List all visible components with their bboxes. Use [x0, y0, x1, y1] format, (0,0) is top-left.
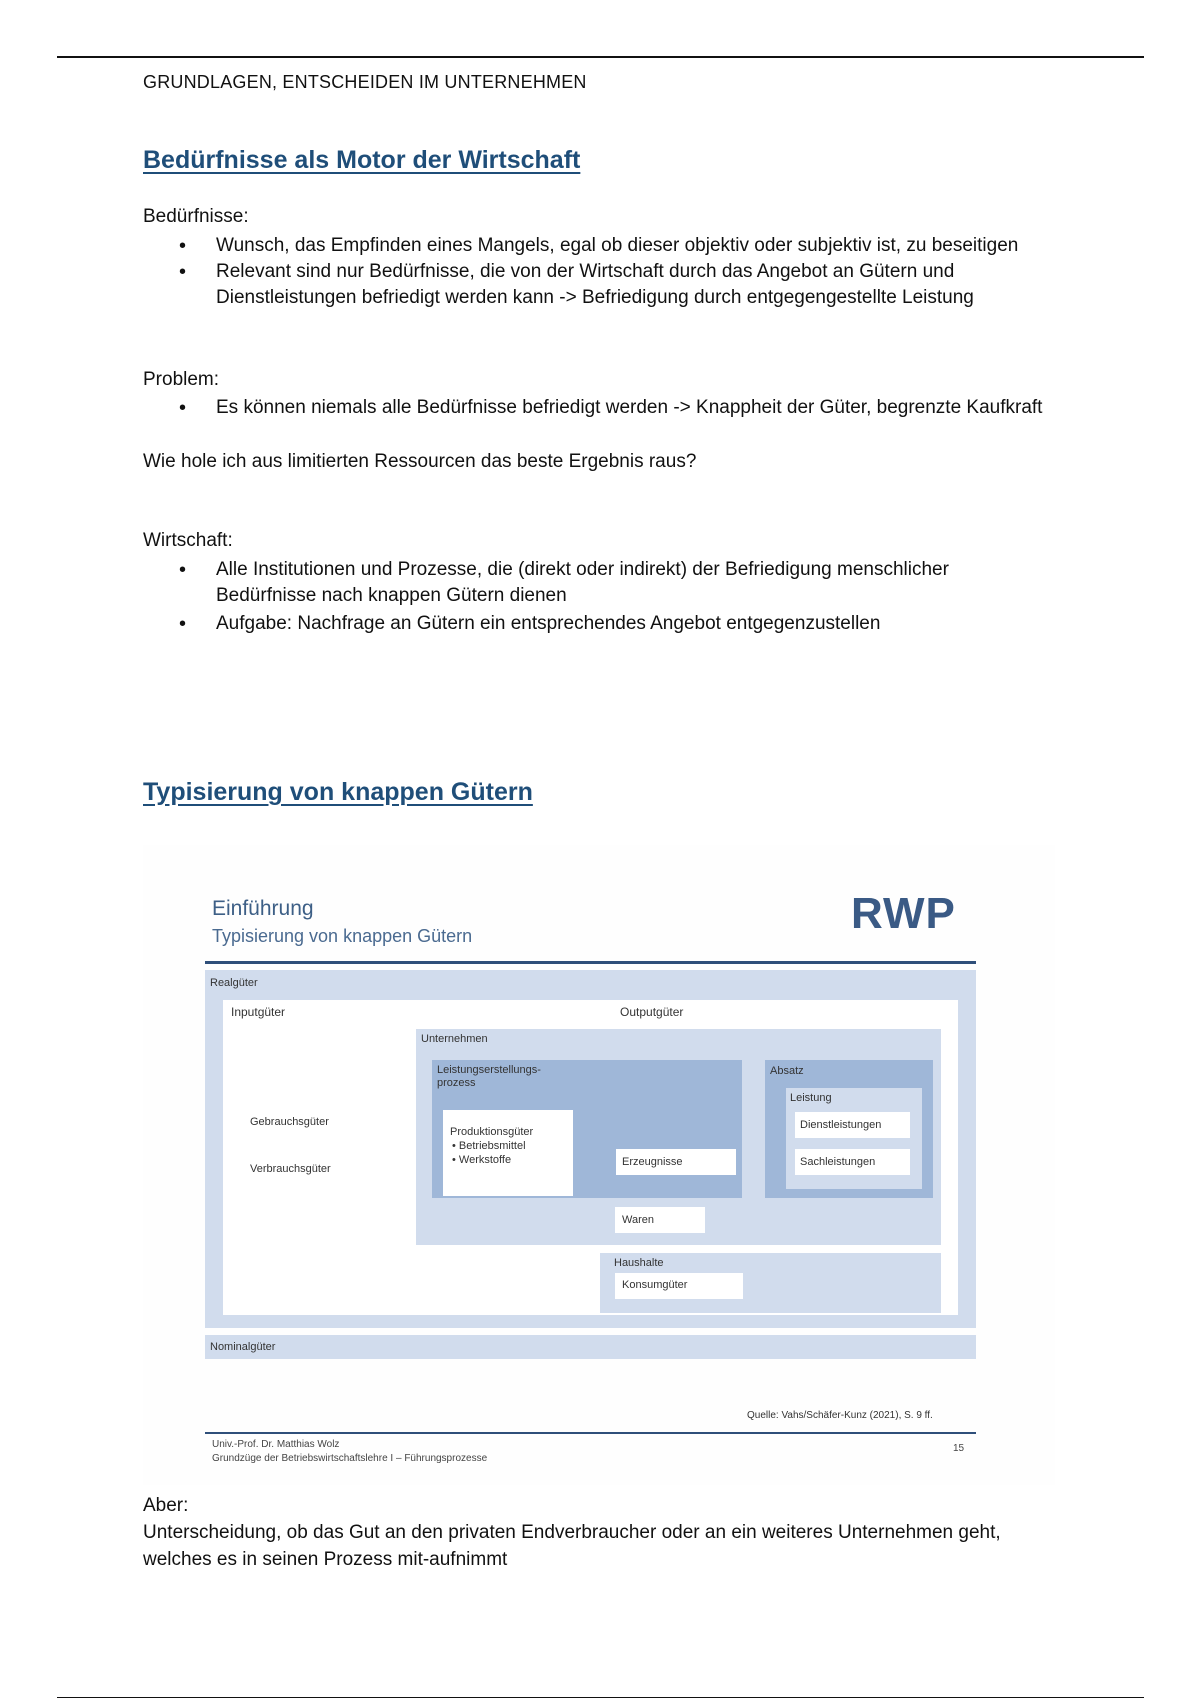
list-wirtschaft	[143, 557, 1043, 637]
section-title-typisierung: Typisierung von knappen Gütern	[143, 778, 533, 806]
slide-page-number: 15	[953, 1443, 965, 1454]
list-item: • Alle Institutionen und Prozesse, die (direkt oder indirekt) der Befriedigung menschlicher Bedürfnisse nach knappen Gütern dienen	[143, 557, 1043, 609]
label-absatz: Absatz	[770, 1065, 804, 1077]
bottom-rule	[57, 1697, 1144, 1698]
slide-source: Quelle: Vahs/Schäfer-Kunz (2021), S. 9 ff.	[747, 1410, 933, 1421]
label-haushalte: Haushalte	[614, 1257, 664, 1269]
label-problem: Problem:	[143, 369, 220, 390]
aber-text: Unterscheidung, ob das Gut an den privaten Endverbraucher oder an ein weiteres Unternehmen geht, welches es in seinen Prozess mit-aufnimmt	[143, 1522, 1001, 1570]
slide-subtitle: Typisierung von knappen Gütern	[212, 926, 473, 946]
list-item: • Wunsch, das Empfinden eines Mangels, egal ob dieser objektiv oder subjektiv ist, zu beseitigen	[143, 233, 1043, 259]
label-leistungsprozess-1: Leistungserstellungs-	[437, 1064, 541, 1076]
label-leistungsprozess-2: prozess	[437, 1077, 476, 1089]
slide-title: Einführung	[212, 897, 314, 920]
label-waren: Waren	[622, 1214, 654, 1226]
list-problem	[143, 395, 1043, 421]
embedded-slide	[143, 845, 1055, 1485]
label-betriebsmittel: • Betriebsmittel	[452, 1140, 526, 1152]
label-leistung: Leistung	[790, 1092, 832, 1104]
section-title-beduerfnisse: Bedürfnisse als Motor der Wirtschaft	[143, 146, 581, 174]
label-erzeugnisse: Erzeugnisse	[622, 1156, 683, 1168]
label-verbrauchsgueter: Verbrauchsgüter	[250, 1163, 331, 1175]
slide-footer-rule	[205, 1432, 976, 1434]
label-wirtschaft: Wirtschaft:	[143, 530, 233, 551]
label-werkstoffe: • Werkstoffe	[452, 1154, 512, 1166]
slide-footer-course: Grundzüge der Betriebswirtschaftslehre I – Führungsprozesse	[212, 1453, 488, 1464]
label-realgueter: Realgüter	[210, 977, 258, 989]
rwp-logo: RWP	[851, 889, 956, 938]
label-unternehmen: Unternehmen	[421, 1033, 488, 1045]
problem-question: Wie hole ich aus limitierten Ressourcen das beste Ergebnis raus?	[143, 451, 697, 472]
label-inputgueter: Inputgüter	[231, 1005, 286, 1019]
box-nominalgueter	[205, 1335, 976, 1359]
page-header: GRUNDLAGEN, ENTSCHEIDEN IM UNTERNEHMEN	[143, 72, 587, 92]
top-rule	[57, 56, 1144, 58]
label-nominalgueter: Nominalgüter	[210, 1341, 276, 1353]
slide-title-rule	[205, 961, 976, 964]
label-outputgueter: Outputgüter	[620, 1005, 684, 1019]
label-gebrauchsgueter: Gebrauchsgüter	[250, 1116, 329, 1128]
label-beduerfnisse: Bedürfnisse:	[143, 206, 249, 227]
label-aber: Aber:	[143, 1495, 189, 1516]
label-produktionsgueter: Produktionsgüter	[450, 1126, 534, 1138]
label-dienstleistungen: Dienstleistungen	[800, 1119, 882, 1131]
label-konsumgueter: Konsumgüter	[622, 1279, 688, 1291]
list-item: • Relevant sind nur Bedürfnisse, die von der Wirtschaft durch das Angebot an Gütern und Dienstleistungen befriedigt werden kann -> Befriedigung durch entgegengestellte Leistung	[143, 259, 1043, 311]
list-item: • Es können niemals alle Bedürfnisse befriedigt werden -> Knappheit der Güter, begrenzte Kaufkraft	[143, 395, 1043, 421]
label-sachleistungen: Sachleistungen	[800, 1156, 876, 1168]
list-item: • Aufgabe: Nachfrage an Gütern ein entsprechendes Angebot entgegenzustellen	[143, 611, 1043, 637]
slide-footer-author: Univ.-Prof. Dr. Matthias Wolz	[212, 1439, 340, 1450]
list-beduerfnisse	[143, 233, 1043, 311]
